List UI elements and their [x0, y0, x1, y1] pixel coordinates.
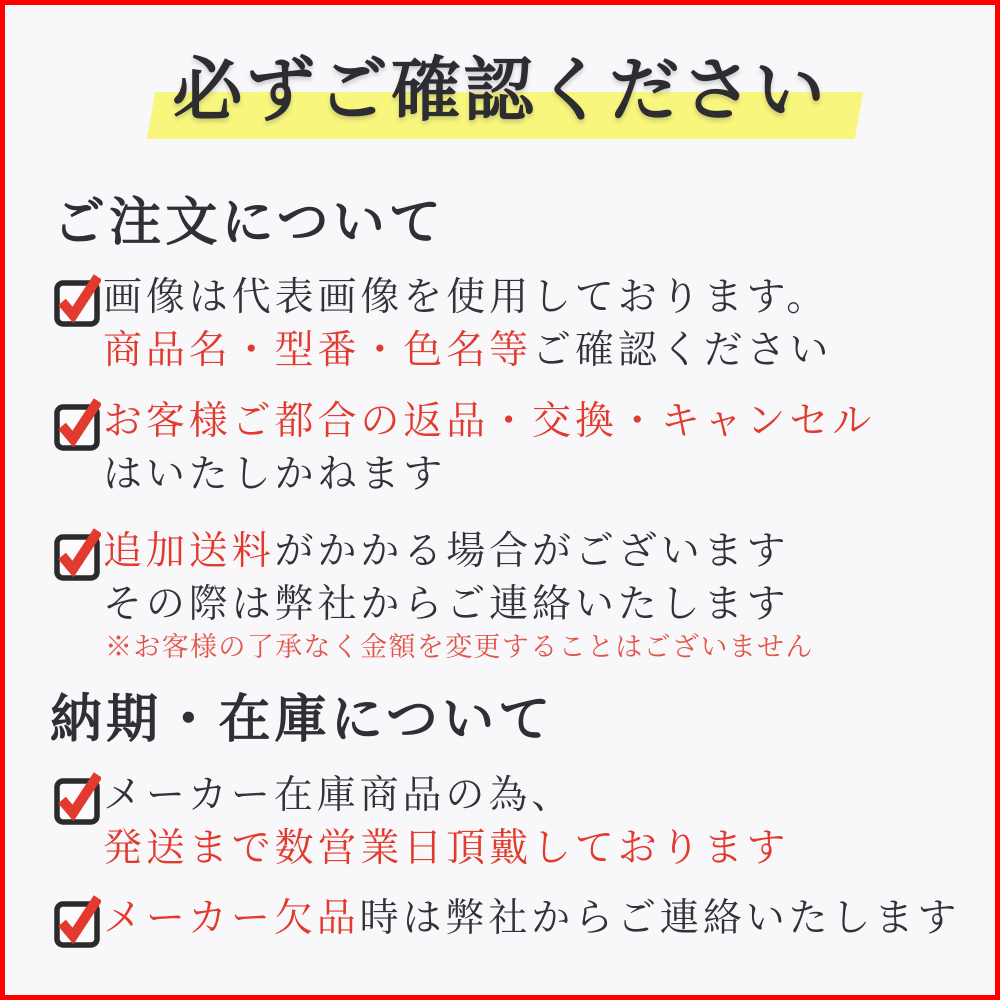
item-text-segment: メーカー欠品 — [103, 896, 360, 941]
item-text — [103, 395, 875, 501]
item-line — [103, 448, 875, 501]
item-line — [103, 395, 875, 448]
item-text-segment: ご確認ください — [532, 328, 833, 373]
item-text — [103, 525, 789, 631]
item-text-segment: その際は弊社からご連絡いたします — [103, 582, 790, 627]
checklist-item-maker-shortage — [53, 892, 960, 948]
item-line — [103, 822, 789, 875]
item-line — [103, 271, 832, 324]
item-text-segment: 商品名・型番・色名等 — [103, 328, 533, 373]
checklist-item-returns — [53, 395, 875, 501]
item-line — [103, 769, 789, 822]
page-title: 必ずご確認ください — [172, 48, 828, 131]
checked-checkbox-icon — [53, 892, 101, 948]
checked-checkbox-icon — [53, 271, 101, 327]
section-heading-order: ご注文について — [53, 192, 446, 253]
section-heading-stock: 納期・在庫について — [50, 689, 555, 750]
item-text — [103, 769, 789, 875]
item-text-segment: はいたしかねます — [103, 452, 447, 497]
item-text-segment: メーカー在庫商品の為、 — [103, 773, 575, 818]
checked-checkbox-icon — [53, 769, 101, 825]
item-text — [103, 892, 960, 945]
item-text-segment: 発送まで数営業日頂戴しております — [103, 826, 790, 871]
item-text-segment: 時は弊社からご連絡いたします — [359, 896, 961, 941]
item-text-segment: がかかる場合がございます — [274, 529, 790, 574]
item-line — [103, 892, 960, 945]
checklist-item-representative-image — [53, 271, 832, 377]
item-line — [103, 324, 832, 377]
item-text-segment: 追加送料 — [103, 529, 275, 574]
item-line — [103, 525, 789, 578]
checked-checkbox-icon — [53, 395, 101, 451]
item-text-segment: 画像は代表画像を使用しております。 — [103, 275, 830, 320]
checklist-item-extra-shipping — [53, 525, 789, 631]
item-text-segment: お客様ご都合の返品・交換・キャンセル — [103, 399, 876, 444]
item-text — [103, 271, 832, 377]
item-line — [103, 578, 789, 631]
checklist-item-maker-stock — [53, 769, 789, 875]
price-change-note: ※お客様の了承なく金額を変更することはございません — [105, 632, 814, 663]
checked-checkbox-icon — [53, 525, 101, 581]
